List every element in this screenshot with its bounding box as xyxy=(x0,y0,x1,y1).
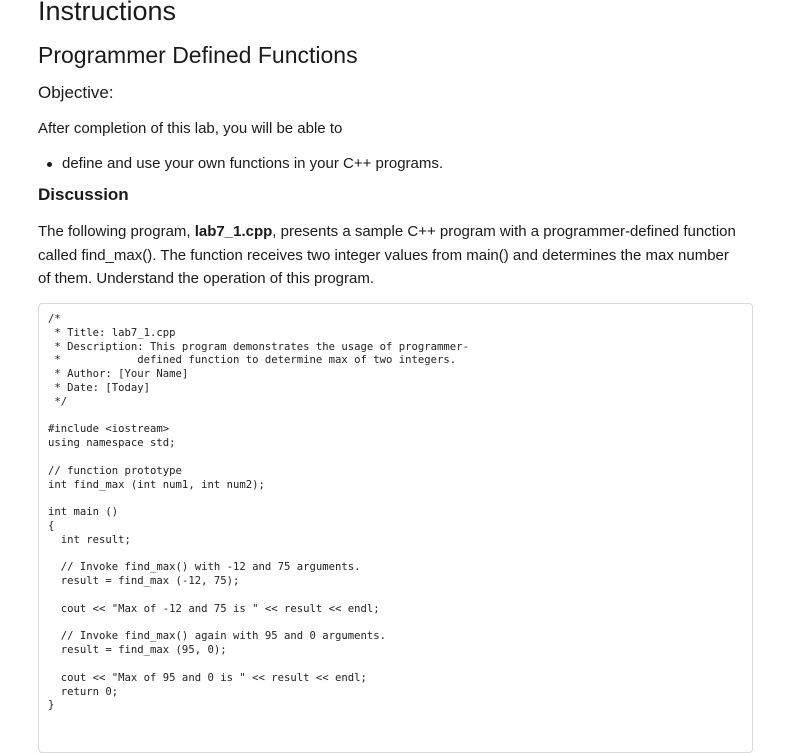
discussion-text-end: , presents a sample C++ program with a programmer-defined function called find_max(). The function receives two integer values from main() and determines the max number of them. Understand the operation of this program. xyxy=(38,223,736,287)
code-block[interactable] xyxy=(38,303,753,753)
objective-heading: Objective: xyxy=(38,83,114,102)
bullet-icon xyxy=(47,162,52,167)
section-title: Programmer Defined Functions xyxy=(38,42,358,68)
list-item xyxy=(38,153,443,175)
discussion-paragraph xyxy=(38,220,738,291)
intro-text: After completion of this lab, you will be able to xyxy=(38,120,343,137)
objective-text: define and use your own functions in your C++ programs. xyxy=(62,155,444,172)
file-name: lab7_1.cpp xyxy=(194,223,273,240)
code-listing: /* * Title: lab7_1.cpp * Description: This program demonstrates the usage of programmer- * defined function to determine max of two integers. * Author: [Your Name] * Date: [Today] */ #include <iostream> using namespace std; // function prototype int find_max (int num1, int num2); int main () { int result; // Invoke find_max() with -12 and 75 arguments. result = find_max (-12, 75); cout << "Max of -12 and 75 is " << result << endl; // Invoke find_max() again with 95 and 0 arguments. result = find_max (95, 0); cout << "Max of 95 and 0 is " << result << endl; return 0; } xyxy=(48,313,469,712)
discussion-heading: Discussion xyxy=(38,185,129,204)
page-title: Instructions xyxy=(38,0,177,26)
objectives-list xyxy=(38,153,443,175)
discussion-text-start: The following program, xyxy=(38,223,195,240)
